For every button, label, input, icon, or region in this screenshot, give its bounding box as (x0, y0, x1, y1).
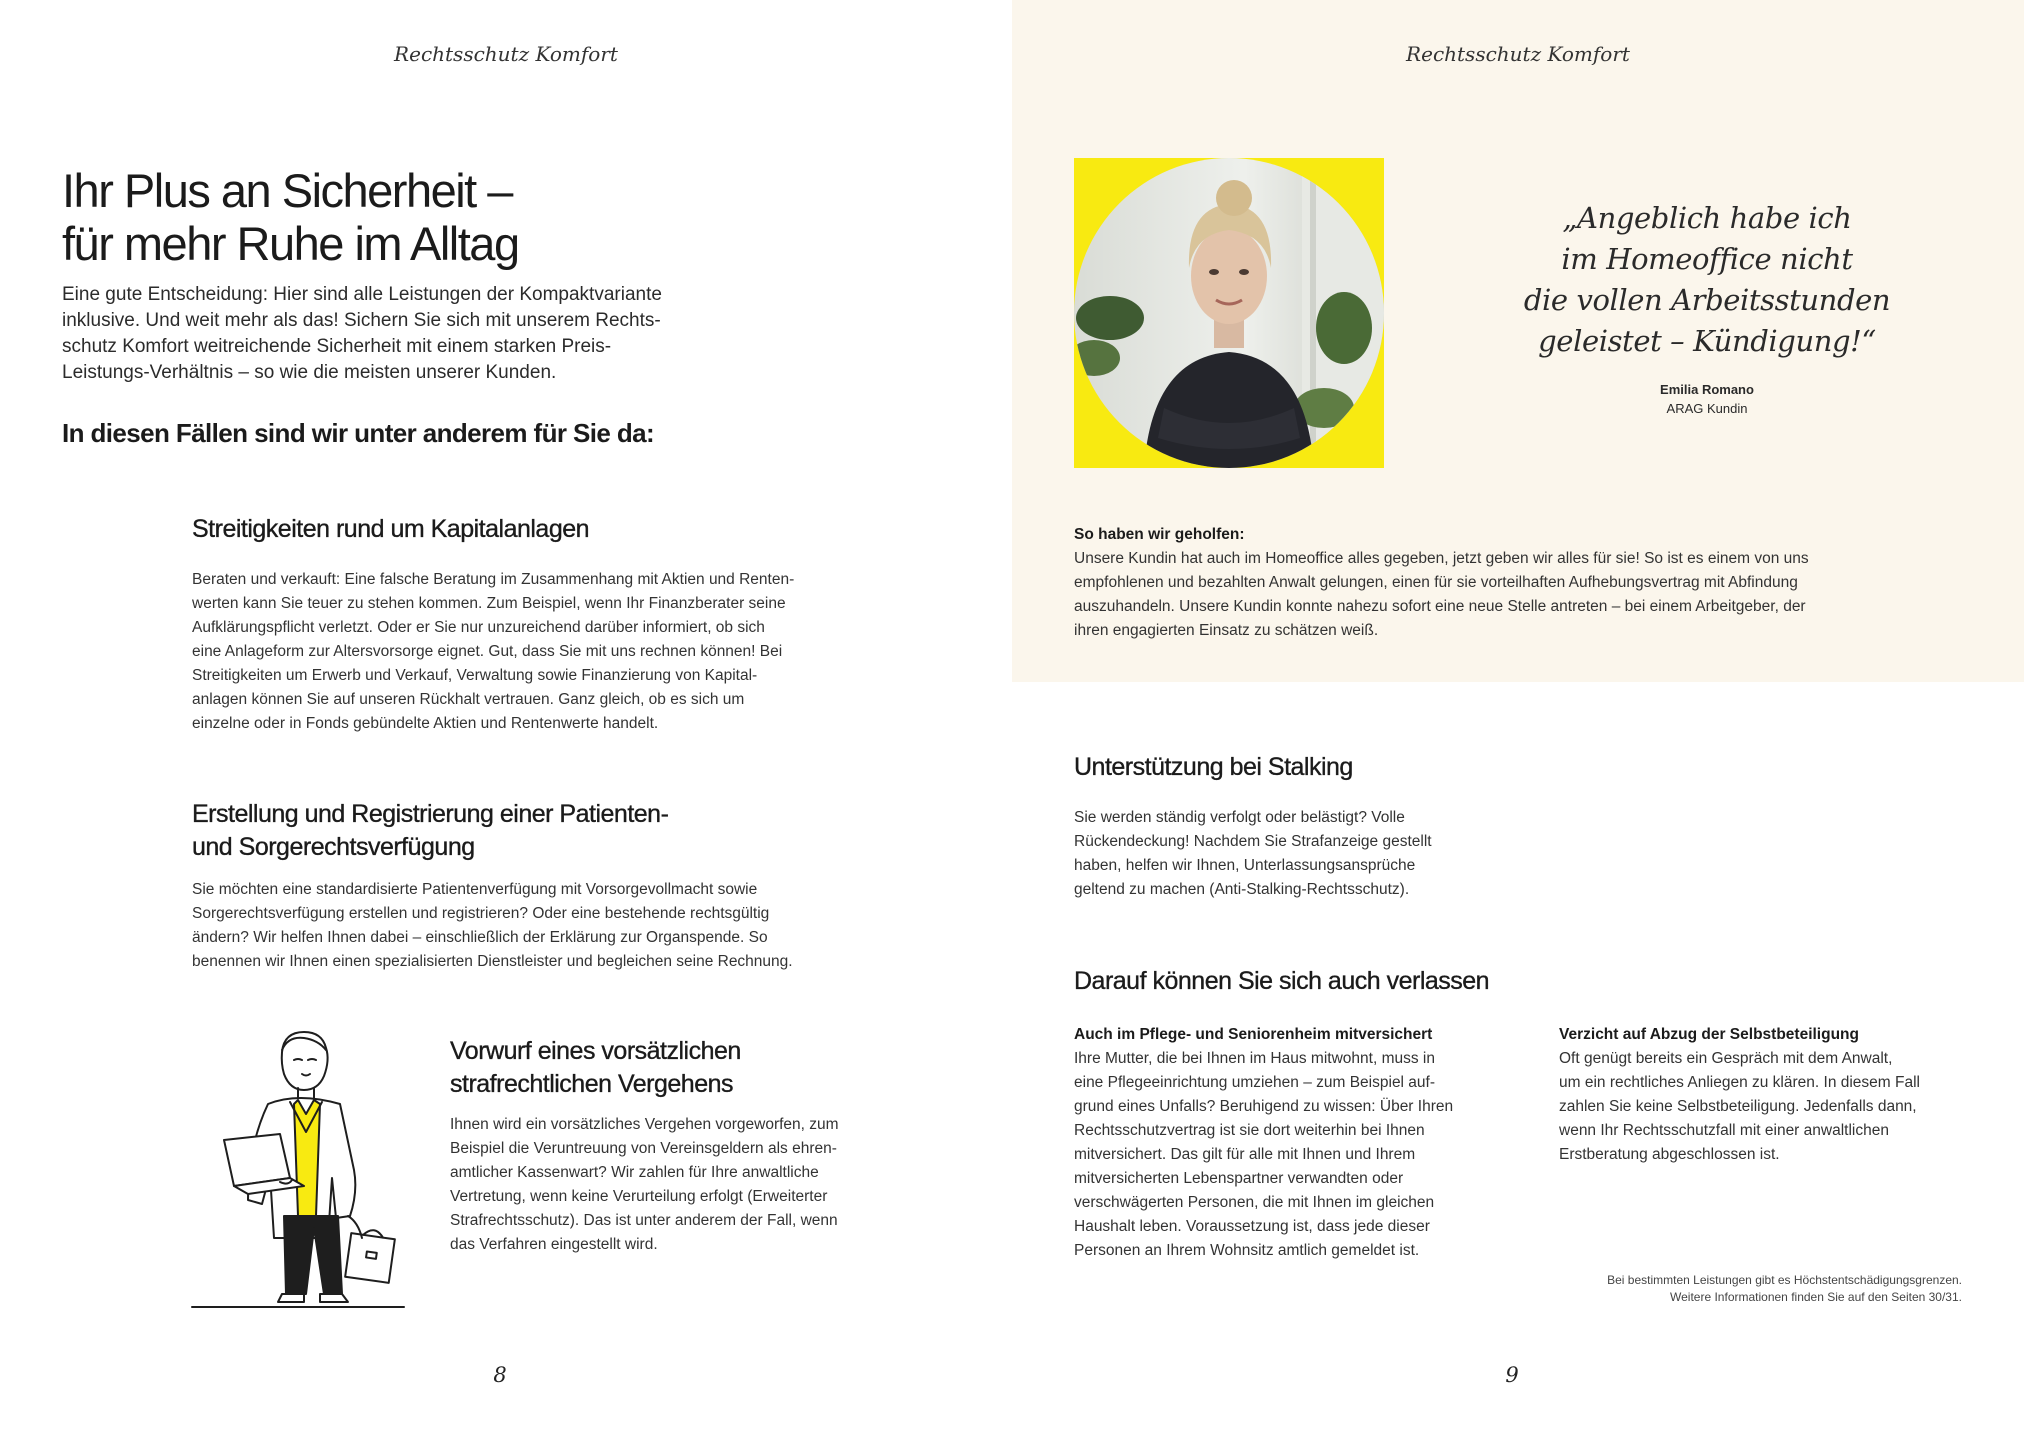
body-line: Ihre Mutter, die bei Ihnen im Haus mitwohnt, muss in (1074, 1050, 1435, 1067)
body-line: verschwägerten Personen, die mit Ihnen im gleichen (1074, 1194, 1435, 1211)
body-line: Haushalt leben. Voraussetzung ist, dass jede dieser (1074, 1218, 1430, 1235)
section-title (450, 1035, 890, 1101)
woman-portrait-image (1074, 158, 1384, 468)
intro-line: Leistungs-Verhältnis – so wie die meisten unserer Kunden. (62, 362, 557, 383)
body-line: Sorgerechtsverfügung erstellen und registrieren? Oder eine bestehende rechtsgültig (192, 905, 770, 922)
body-line: haben, helfen wir Ihnen, Unterlassungsansprüche (1074, 857, 1416, 874)
body-line: Oft genügt bereits ein Gespräch mit dem Anwalt, (1559, 1050, 1893, 1067)
quote-line: „Angeblich habe ich (1562, 201, 1852, 235)
column-care-home (1074, 1023, 1494, 1263)
page-number-left: 8 (493, 1363, 507, 1387)
body-line: Erstberatung abgeschlossen ist. (1559, 1146, 1780, 1163)
how-we-helped (1074, 523, 1874, 643)
body-line: Sie möchten eine standardisierte Patientenverfügung mit Vorsorgevollmacht sowie (192, 881, 758, 898)
running-head-right: Rechtsschutz Komfort (1406, 42, 1630, 66)
body-line: Rückendeckung! Nachdem Sie Strafanzeige gestellt (1074, 833, 1432, 850)
body-line: einzelne oder in Fonds gebündelte Aktien und Rentenwerte handelt. (192, 715, 659, 732)
quote-author-role: ARAG Kundin (1666, 401, 1748, 416)
quote-line: geleistet – Kündigung!“ (1538, 324, 1876, 358)
title-line: strafrechtlichen Vergehens (450, 1070, 734, 1098)
section-body (450, 1113, 890, 1257)
body-line: Strafrechtsschutz). Das ist unter anderem der Fall, wenn (450, 1212, 838, 1229)
title-line-2: für mehr Ruhe im Alltag (62, 217, 519, 270)
column-deductible (1559, 1023, 1989, 1167)
body-line: ändern? Wir helfen Ihnen dabei – einschließlich der Erklärung zur Organspende. So (192, 929, 768, 946)
section-patient-directive (192, 798, 852, 974)
man-with-laptop-illustration (190, 1030, 406, 1312)
section-title-rely: Darauf können Sie sich auch verlassen (1074, 967, 1490, 995)
body-line: Unsere Kundin hat auch im Homeoffice alles gegeben, jetzt geben wir alles für sie! So ist es einem von uns (1074, 550, 1809, 567)
body-line: Aufklärungspflicht verletzt. Oder er Sie nur unzureichend darüber informiert, ob sich (192, 619, 765, 636)
body-line: Personen an Ihrem Wohnsitz amtlich gemeldet ist. (1074, 1242, 1420, 1259)
body-line: werten kann Sie teuer zu stehen kommen. Zum Beispiel, wenn Ihr Finanzberater seine (192, 595, 786, 612)
title-line-1: Ihr Plus an Sicherheit – (62, 164, 512, 217)
body-line: benennen wir Ihnen einen spezialisierten Dienstleister und begleichen seine Rechnung. (192, 953, 793, 970)
intro-paragraph (62, 282, 702, 386)
quote-line: im Homeoffice nicht (1561, 242, 1853, 276)
body-line: mitversicherten Lebenspartner verwandten oder (1074, 1170, 1404, 1187)
body-line: Rechtsschutzvertrag ist sie dort weiterhin bei Ihnen (1074, 1122, 1425, 1139)
body-line: ihren engagierten Einsatz zu schätzen weiß. (1074, 622, 1379, 639)
body-line: amtlicher Kassenwart? Wir zahlen für Ihre anwaltliche (450, 1164, 819, 1181)
section-body (192, 878, 852, 974)
section-body (192, 568, 852, 736)
body-line: anlagen können Sie auf unseren Rückhalt vertrauen. Ganz gleich, ob es sich um (192, 691, 745, 708)
intro-line: schutz Komfort weitreichende Sicherheit mit einem starken Preis- (62, 336, 612, 357)
body-line: empfohlenen und bezahlten Anwalt gelungen, einen für sie vorteilhaften Aufhebungsvertrag mit Abfindung (1074, 574, 1798, 591)
body-line: Ihnen wird ein vorsätzliches Vergehen vorgeworfen, zum (450, 1116, 839, 1133)
cases-heading: In diesen Fällen sind wir unter anderem für Sie da: (62, 418, 655, 448)
column-title: Auch im Pflege- und Seniorenheim mitversichert (1074, 1026, 1433, 1043)
body-line: Streitigkeiten um Erwerb und Verkauf, Verwaltung sowie Finanzierung von Kapital- (192, 667, 758, 684)
body-line: um ein rechtliches Anliegen zu klären. In diesem Fall (1559, 1074, 1920, 1091)
body-line: wenn Ihr Rechtsschutzfall mit einer anwaltlichen (1559, 1122, 1889, 1139)
body-line: Vertretung, wenn keine Verurteilung erfolgt (Erweiterter (450, 1188, 828, 1205)
body-line: Beraten und verkauft: Eine falsche Beratung im Zusammenhang mit Aktien und Renten- (192, 571, 795, 588)
page-title (62, 164, 519, 270)
title-line: Erstellung und Registrierung einer Patienten- (192, 800, 669, 828)
intro-line: Eine gute Entscheidung: Hier sind alle Leistungen der Kompaktvariante (62, 284, 662, 305)
title-line: und Sorgerechtsverfügung (192, 833, 475, 861)
section-capital-investments (192, 513, 852, 736)
body-line: auszuhandeln. Unsere Kundin konnte nahezu sofort eine neue Stelle antreten – bei einem Arbeitgeber, der (1074, 598, 1806, 615)
portrait-circle (1074, 158, 1384, 468)
running-head-left: Rechtsschutz Komfort (394, 42, 618, 66)
section-title (192, 798, 852, 864)
quote-author: Emilia Romano (1660, 382, 1754, 397)
quote-line: die vollen Arbeitsstunden (1523, 283, 1891, 317)
body-line: zahlen Sie keine Selbstbeteiligung. Jedenfalls dann, (1559, 1098, 1917, 1115)
section-title: Streitigkeiten rund um Kapitalanlagen (192, 515, 590, 543)
section-stalking (1074, 751, 1514, 902)
section-body (1074, 806, 1514, 902)
intro-line: inklusive. Und weit mehr als das! Sichern Sie sich mit unserem Rechts- (62, 310, 661, 331)
body-line: Sie werden ständig verfolgt oder belästigt? Volle (1074, 809, 1405, 826)
title-line: Vorwurf eines vorsätzlichen (450, 1037, 741, 1065)
section-title: Unterstützung bei Stalking (1074, 753, 1353, 781)
testimonial-quote (1472, 198, 1942, 362)
page-number-right: 9 (1505, 1363, 1519, 1387)
body-line: geltend zu machen (Anti-Stalking-Rechtsschutz). (1074, 881, 1410, 898)
body-line: mitversichert. Das gilt für alle mit Ihnen und Ihrem (1074, 1146, 1416, 1163)
body-line: grund eines Unfalls? Beruhigend zu wissen: Über Ihren (1074, 1098, 1454, 1115)
customer-portrait-photo (1074, 158, 1384, 468)
column-title: Verzicht auf Abzug der Selbstbeteiligung (1559, 1026, 1859, 1043)
section-criminal-offense (450, 1035, 890, 1257)
footnote-line: Weitere Informationen finden Sie auf den Seiten 30/31. (1670, 1290, 1962, 1304)
body-line: das Verfahren eingestellt wird. (450, 1236, 658, 1253)
helped-label: So haben wir geholfen: (1074, 526, 1245, 543)
body-line: Beispiel die Veruntreuung von Vereinsgeldern als ehren- (450, 1140, 837, 1157)
footnote (1607, 1272, 1962, 1306)
right-page (1012, 0, 2024, 1432)
body-line: eine Pflegeeinrichtung umziehen – zum Beispiel auf- (1074, 1074, 1436, 1091)
footnote-line: Bei bestimmten Leistungen gibt es Höchstentschädigungsgrenzen. (1607, 1273, 1962, 1287)
column-body (1559, 1047, 1989, 1167)
body-line: eine Anlageform zur Altersvorsorge eignet. Gut, dass Sie mit uns rechnen können! Bei (192, 643, 783, 660)
column-body (1074, 1047, 1494, 1263)
